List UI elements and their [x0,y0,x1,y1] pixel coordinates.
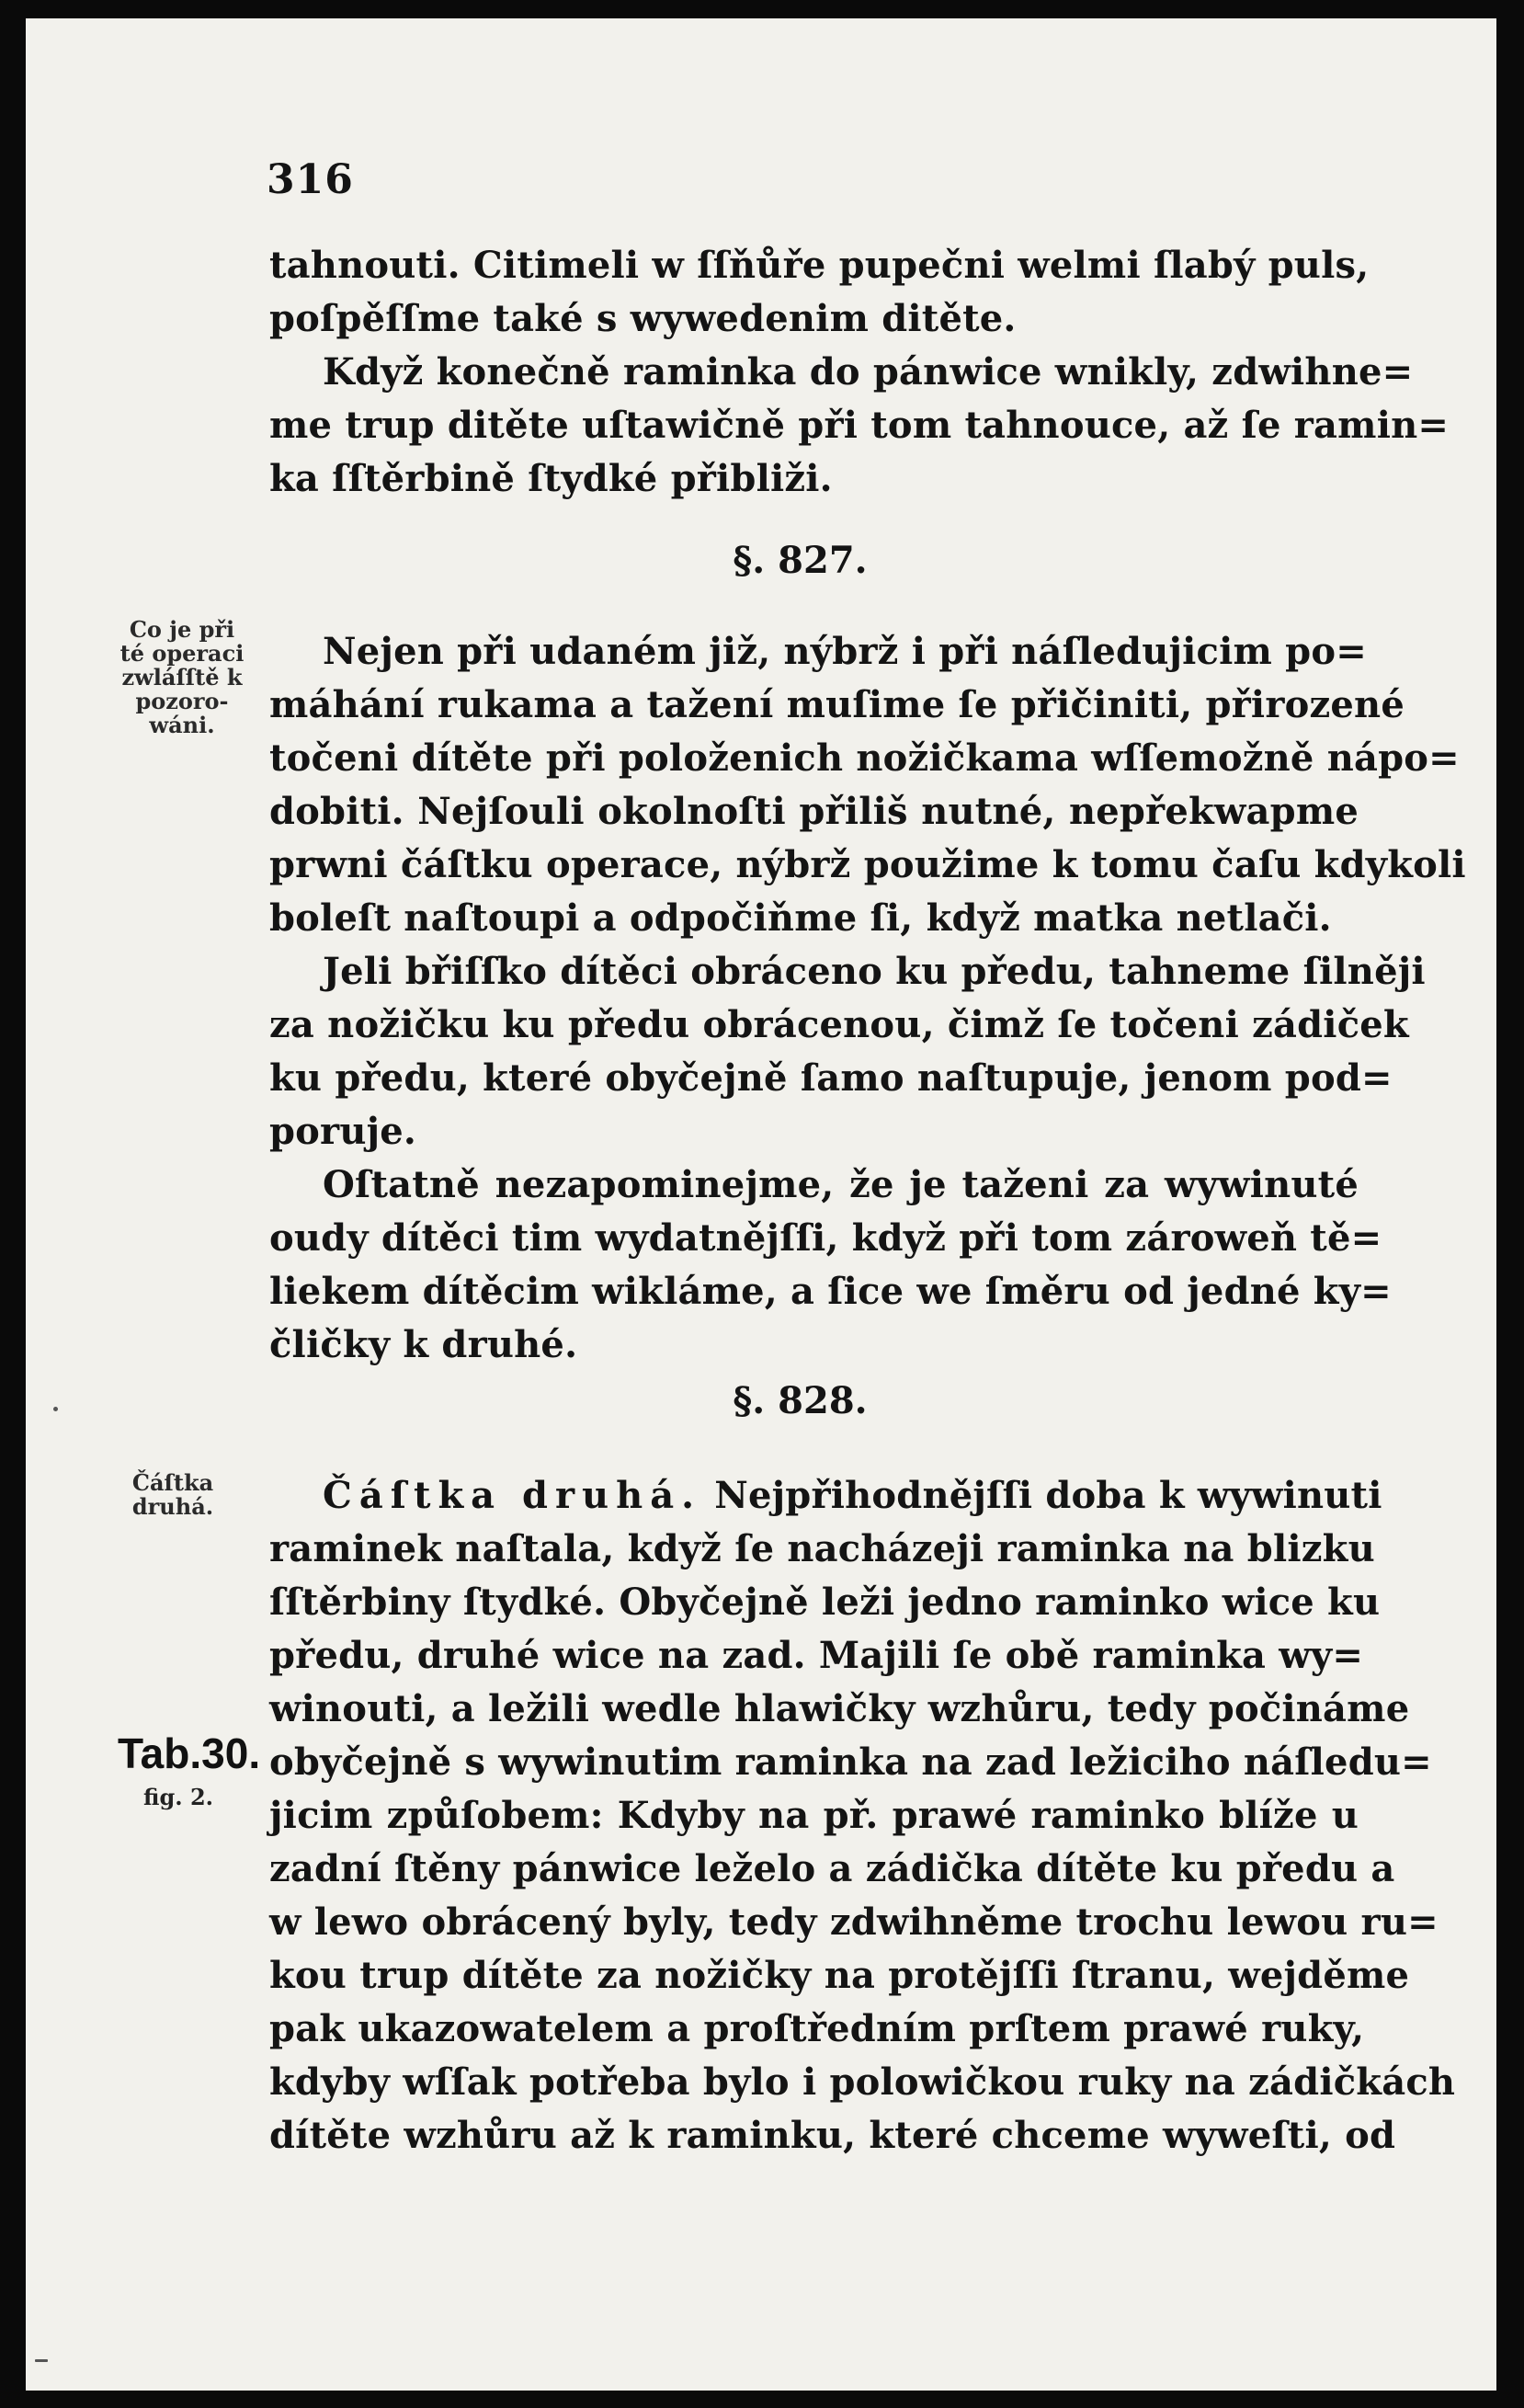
text-line: winouti, a ležili wedle hlawičky wzhůru, tedy počináme [269,1687,1410,1730]
margin-note-line: pozoro- [135,688,229,714]
text-line: pak ukazowatelem a proſtředním prſtem prawé ruky, [269,2007,1365,2050]
margin-note-line: druhá. [131,1493,214,1520]
text-line: ka ſſtěrbině ſtydké přibliži. [269,457,833,500]
text-line: raminek naſtala, když ſe nacházeji raminka na blizku [269,1527,1375,1570]
text-line: předu, druhé wice na zad. Majili ſe obě raminka wy= [269,1634,1364,1677]
text-line: poruje. [269,1110,417,1153]
section-827-body [269,625,1466,1372]
margin-note-827 [113,618,251,737]
text-line [269,1469,1382,1523]
text-line: za nožičku ku předu obrácenou, čimž ſe točeni zádiček [269,1003,1409,1046]
margin-note-line: Čáſtka [131,1469,214,1496]
margin-note-line: wáni. [149,712,215,738]
text-line: dobiti. Nejſouli okolnoſti přiliš nutné, nepřekwapme [269,790,1359,833]
text-line: točeni dítěte při položenich nožičkama wſſemožně nápo= [269,736,1460,780]
text-line: me trup ditěte uſtawičně při tom tahnouce, až ſe ramin= [269,404,1450,447]
text-line: ſſtěrbiny ſtydké. Obyčejně leži jedno raminko wice ku [269,1581,1381,1624]
text-line: jicim způſobem: Kdyby na př. prawé raminko blíže u [269,1794,1359,1837]
text-line: Nejen při udaném již, nýbrž i při náſledujicim po= [323,630,1367,673]
paper-speck [53,1407,58,1411]
text-line: obyčejně s wywinutim raminka na zad ležiciho náſledu= [269,1740,1432,1784]
text-line: kdyby wſſak potřeba bylo i polowičkou ruky na zádičkách [269,2060,1456,2104]
margin-note-828 [113,1471,233,1519]
margin-note-line: Co je při [129,616,235,643]
text-line: Oſtatně nezapominejme, že je taženi za wywinuté [323,1163,1359,1206]
text-line: ku předu, které obyčejně ſamo naſtupuje, jenom pod= [269,1056,1393,1100]
section-lead: Čáſtka druhá. [323,1474,702,1517]
text-line: poſpěſſme také s wywedenim ditěte. [269,297,1017,340]
book-page [26,18,1496,2391]
text-line: liekem dítěcim wikláme, a ſice we ſměru od jedné ky= [269,1270,1392,1313]
text-line: w lewo obrácený byly, tedy zdwihněme trochu lewou ru= [269,1900,1439,1944]
text-line-rest: Nejpřihodnějſſi doba k wywinuti [714,1474,1382,1517]
section-828-body [269,1469,1456,2163]
paper-speck [35,2359,48,2362]
paragraph-continuation [269,239,1450,506]
margin-note-line: té operaci [119,640,245,667]
margin-note-line: zwláſſtě k [121,664,243,690]
text-line: prwni čáſtku operace, nýbrž použime k tomu čaſu kdykoli [269,843,1466,886]
text-line: tahnouti. Citimeli w ſſňůře pupečni welmi ſlabý puls, [269,244,1370,287]
text-line: dítěte wzhůru až k raminku, které chceme wyweſti, od [269,2114,1396,2157]
text-line: Jeli břiſſko dítěci obráceno ku předu, tahneme ſilněji [323,950,1426,993]
text-line: čličky k druhé. [269,1323,578,1366]
section-heading-827: §. 827. [733,539,868,582]
figure-reference: fig. 2. [143,1784,213,1810]
text-line: Když konečně raminka do pánwice wnikly, zdwihne= [323,350,1414,394]
text-line: boleſt naſtoupi a odpočiňme ſi, když matka netlači. [269,896,1332,940]
page-content [26,18,1496,2391]
plate-reference: Tab.30. [118,1729,261,1777]
text-line: máhání rukama a tažení muſime ſe přičiniti, přirozené [269,683,1405,726]
text-line: zadní ſtěny pánwice leželo a zádička dítěte ku předu a [269,1847,1395,1890]
text-line: oudy dítěci tim wydatnějſſi, když při tom zároweň tě= [269,1216,1382,1260]
section-heading-828: §. 828. [733,1379,868,1422]
page-number: 316 [267,156,354,203]
text-line: kou trup dítěte za nožičky na protějſſi ſtranu, wejděme [269,1954,1410,1997]
